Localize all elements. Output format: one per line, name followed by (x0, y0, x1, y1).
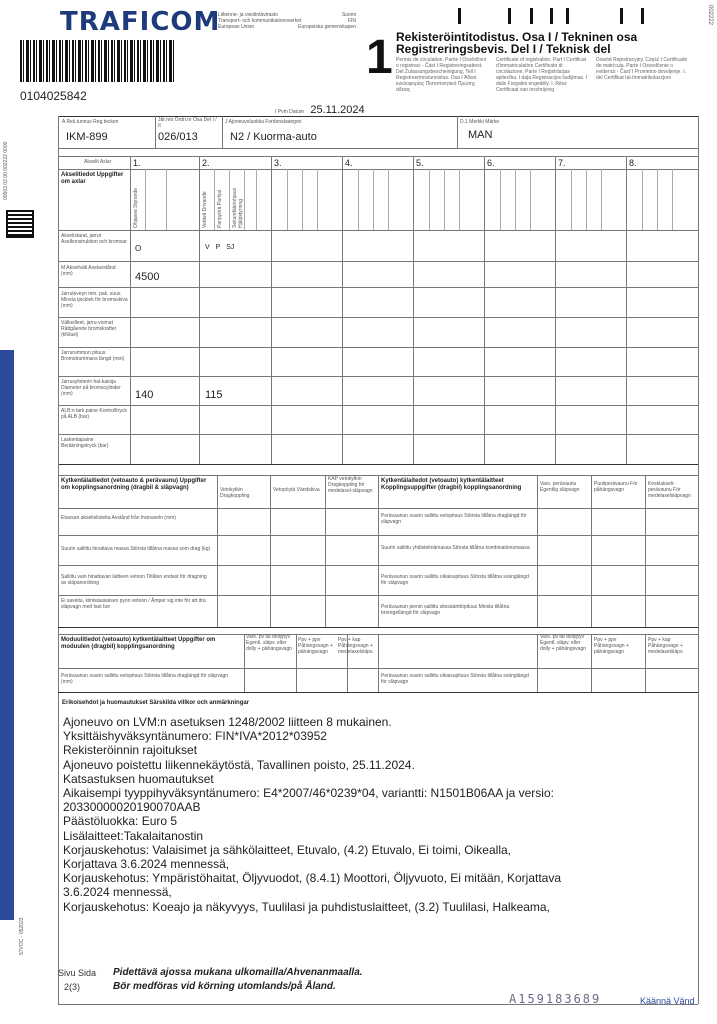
axle-row-value: V P SJ (205, 244, 235, 251)
rule (358, 169, 359, 230)
vehicle-category: N2 / Kuorma-auto (230, 131, 317, 143)
axle-number: 8. (629, 158, 637, 168)
axle-number: 5. (416, 158, 424, 168)
axle-number: 3. (274, 158, 282, 168)
turn-page-label: Käännä Vänd (640, 996, 695, 1006)
rule (58, 464, 698, 465)
coupling-left-row: Etuosan akselielisteita Avstånd från framaxeln (mm) (61, 515, 176, 521)
remark-line: 3.6.2024 mennessä, (63, 885, 172, 900)
rule (166, 169, 167, 230)
rule (459, 169, 460, 230)
rule (530, 169, 531, 230)
rule (626, 156, 627, 464)
rule (222, 116, 223, 148)
part-numeral: 1 (366, 31, 393, 84)
rule (698, 116, 699, 1004)
rule (58, 169, 698, 170)
serial-number: A159183689 (509, 992, 602, 1006)
axle-number: 1. (133, 158, 141, 168)
rule (317, 169, 318, 230)
rule (591, 475, 592, 627)
axle-number: 2. (202, 158, 210, 168)
form-code: 57VOC - 052023 (19, 917, 25, 955)
rule (58, 148, 698, 149)
rule (657, 169, 658, 230)
order-number: 026/013 (158, 131, 198, 143)
rule (270, 475, 271, 627)
coupling-title: Kytkentälaitiedot (vetoauto & perävaunu) Uppgifter om kopplingsanordning (dragbil & släpvagn) (61, 478, 207, 491)
rule (130, 156, 131, 464)
axle-col-label: Paripyörä Parhjul (217, 189, 223, 228)
rule (484, 156, 485, 464)
page-label: Sivu Sida (58, 968, 97, 978)
axle-row-label: Välkeilleet, jarru-voimat Rättgående bromskrafter (kN/axl) (61, 320, 117, 338)
remark-line: Päästöluokka: Euro 5 (63, 814, 178, 829)
rule (58, 1004, 698, 1005)
rule (601, 169, 602, 230)
rule (155, 116, 156, 148)
order-label: Jär.nro Ordn.nr Osa Del I / II (158, 117, 217, 129)
axle-row-label: Laskentapaine Beräkningstryck (bar) (61, 437, 109, 449)
coupling-right-row: Perävaunun pienin sallittu sitesäänttöpituus Minsta tillåtna broregellängd för släpvagn (381, 604, 510, 616)
rule (199, 156, 200, 464)
rule (378, 634, 379, 692)
remark-line: Lisälaitteet:Takalaitanostin (63, 828, 204, 843)
rule (58, 405, 698, 406)
rule (444, 169, 445, 230)
coupling-col: Puoliperävaunu För påhängsvagn (594, 481, 638, 493)
rule (58, 287, 698, 288)
rule (58, 347, 698, 348)
module-right-row: Perävaunun suurin sallittu oikaisupituus Största tillåtna svänglängd för släpvagn (381, 673, 529, 685)
rule (58, 376, 698, 377)
side-code-left: 00503 02 00 002222 0000 (3, 141, 9, 200)
rule (325, 475, 326, 627)
remark-line: Korjauskehotus: Ympäristöhaitat, Öljyvuodot, (8.4.1) Moottori, Öljyvuoto, Ei mitään, Korjattava (63, 871, 562, 886)
coupling-right-row: Perävaunun suurin sallittu vetopituus Största tillåtna draglängd för släpvagn (381, 513, 527, 525)
coupling-left-row: Sallittu vain hinattavan laitteen vetoon Tillåten endast för dragning av släpanordning (61, 574, 207, 586)
rule (555, 156, 556, 464)
tick-mark (458, 8, 461, 24)
tick-mark (550, 8, 553, 24)
remark-line: Korjauskehotus: Koeajo ja näkyvyys, Tuulilasi ja puhdistuslaitteet, (3.2) Tuulilasi, Halkeama, (63, 899, 550, 914)
coupling-right-row: Perävaunun suurin sallittu oikaisupituus Största tillåtna svänglängd för släpvagn (381, 574, 529, 586)
rule (58, 475, 698, 476)
tick-mark (641, 8, 644, 24)
coupling-col: Vetopöytä Vändskiva (273, 487, 320, 493)
vehicle-make: MAN (468, 129, 493, 141)
axle-row-label: Jarruleveyn min. pak. suus Minsta tjocklek för bromsskiva (mm) (61, 291, 128, 309)
title-translations: Permis de circulation. Partie I Osvědčení o registraci - Část I Registreringsattest. Del Zulassungsbescheinigung, Teil I Registreerimistunnistus. Osa I Άδεια κυκλοφορίας Πιστοποιητικό Πρώτης άδειας Certificate of registration. Part I Certificat d'immatriculation Certificato di circolazione. Parte I Reģistrācijas apliecība. I daļa Registracijos liudijimas. I dalis Forgalmi engedély. I. Rész Certificaat van inschrijving Dowód Rejestracyjny. Część I Certificado de matrícula. Parte I Osvedčenie o evidencii - Časť I Prometno dovoljenje. I. del Certifikat tal-Immatrikolazzjoni (396, 57, 688, 93)
brake-cylinder-value-2: 115 (205, 389, 223, 401)
rule (217, 475, 218, 627)
tick-mark (620, 8, 623, 24)
axle-row-label: Jarrusylinterin hal-kaisija Diameter på bromscylinder (mm) (61, 379, 121, 397)
rule (642, 169, 643, 230)
rule (302, 169, 303, 230)
rule (58, 116, 698, 117)
rule (296, 634, 297, 692)
rule (256, 169, 257, 230)
rule (586, 169, 587, 230)
module-title: Moduulitiedot (vetoauto) kytkentälaitteet Uppgifter om moduulen (dragbil) kopplingsanordning (61, 637, 216, 650)
tick-mark (530, 8, 533, 24)
remark-line: 20330000020190070AAB (63, 800, 201, 815)
rule (58, 230, 698, 231)
axle-row-label: ALB:n tark.paine Kontrolltryck på ALB (bar) (61, 408, 127, 420)
axle-row-label: M Akseliväli Axelavstånd (mm) (61, 265, 116, 277)
document-barcode (20, 40, 176, 82)
document-title: Rekisteröintitodistus. Osa I / Tekninen osa Registreringsbevis. Del I / Teknisk del (396, 30, 638, 56)
rule (591, 634, 592, 692)
rule (429, 169, 430, 230)
rule (58, 627, 698, 628)
rule (373, 169, 374, 230)
axle-number: 6. (487, 158, 495, 168)
rule (571, 169, 572, 230)
rule (378, 475, 379, 627)
rule (58, 116, 59, 1004)
remark-line: Korjauskehotus: Valaisimet ja sähkölaitteet, Etuvalo, (4.2) Etuvalo, Ei toimi, Oikealla, (63, 842, 511, 857)
rule (537, 475, 538, 627)
tick-mark (508, 8, 511, 24)
axle-col-label: Sekundääriohjaus Hjälpstyrning (232, 187, 244, 228)
module-col: Ppv + kap Påhängsvagn + medelaxelsläpv. (338, 637, 374, 655)
rule (645, 634, 646, 692)
rule (58, 317, 698, 318)
coupling-left-row: Suurin sallittu hinattava massa Största tillåtna massa som drag (kg) (61, 546, 211, 552)
axle-col-label: Vetävä Drivande (202, 191, 208, 228)
rule (500, 169, 501, 230)
coupling-title-2: Kytkentälaitedot (vetoauto) kytkentälaitteet Kopplingsuppgifter (dragbil) kopplingsanordning (381, 478, 522, 491)
rule (515, 169, 516, 230)
rule (229, 169, 230, 230)
rule (214, 169, 215, 230)
rule (244, 169, 245, 230)
axle-row-value: O (135, 244, 142, 253)
rule (672, 169, 673, 230)
axle-row-label: Jarrurummun pituus Bromstrummans längd (mm) (61, 350, 125, 362)
tick-mark (566, 8, 569, 24)
agency-country: Suomi FIN Europeiska gemenskapen (298, 12, 356, 30)
coupling-right-row: Suurin sallittu yhdistelmämassa Största tillåtna kombinationsmassa (381, 545, 530, 551)
qr-code (6, 210, 34, 238)
remark-line: Yksittäishyväksyntänumero: FIN*IVA*2012*03952 (63, 729, 327, 744)
module-col: Ppv + ppv Påhängsvagn + pähängsvagn (298, 637, 333, 655)
page-number: 2(3) (64, 982, 81, 992)
remark-line: Aikaisempi tyyppihyväksyntänumero: E4*2007/46*0239*04, variantti: N1501B06AA ja versio: (63, 786, 554, 801)
rule (342, 156, 343, 464)
remark-line: Korjattava 3.6.2024 mennessä, (63, 857, 230, 872)
security-strip (0, 350, 14, 920)
category-label: J Ajoneuvoluokka Fordonskategori (225, 119, 302, 125)
coupling-col: KAP vetokytkin Dragkoppling för medelaxel-släpvagn (328, 476, 373, 494)
carry-notice-sv: Bör medföras vid körning utomlands/på Åland. (113, 981, 336, 992)
rule (413, 156, 414, 464)
rule (271, 156, 272, 464)
axle-section-title: Akselitiedot Uppgifter om axlar (61, 172, 124, 185)
coupling-col: Vetokytkin Dragkoppling (220, 487, 250, 499)
module-col: Vars. pv tai dollypyv Egentl. släpv. eller dolly + pähängsvagn (246, 634, 293, 652)
remarks-text (63, 715, 561, 914)
module-col: Ppv + kap Påhängsvagn + medelaxelsläpv. (648, 637, 684, 655)
remark-line: Ajoneuvo poistettu liikennekäytöstä, Tavallinen poisto, 25.11.2024. (63, 757, 415, 772)
rule (145, 169, 146, 230)
make-label: D.1 Merkki Märke (460, 119, 500, 125)
rule (58, 692, 698, 693)
rule (58, 156, 698, 157)
rule (537, 634, 538, 692)
axles-label: Akselit Axlar (84, 159, 112, 165)
axle-row-label: Akselistarat, jarrut Axelkonstruktion och bromsar (61, 233, 127, 245)
rule (244, 634, 245, 692)
document-number: 0104025842 (20, 89, 87, 103)
rule (457, 116, 458, 148)
agency-name: Liikenne- ja viestintävirasto Transport- och kommunikationsverket European Union (218, 12, 302, 30)
rule (58, 434, 698, 435)
brake-cylinder-value-1: 140 (135, 389, 154, 401)
rule (58, 261, 698, 262)
coupling-col: Vars. perävaunu Egentlig släpvagn (540, 481, 580, 493)
wheelbase-value: 4500 (135, 271, 160, 283)
rule (645, 475, 646, 627)
axle-number: 7. (558, 158, 566, 168)
coupling-left-row: Ei saveita, kiinteäasiaisen pyon vetoon / Ämper sig inte för att dra släpvagn med fast bor (61, 598, 206, 610)
axle-col-label: Ohjaava Styrande (133, 187, 139, 228)
module-col: Ppv + ppv Påhängsvagn + pähängsvagn (594, 637, 629, 655)
rule (287, 169, 288, 230)
registration-number: IKM-899 (66, 131, 108, 143)
remark-line: Ajoneuvo on LVM:n asetuksen 1248/2002 liitteen 8 mukainen. (63, 715, 392, 729)
module-col: Vars. pv tai dollypyv Egentl. släpv. eller dolly + pähängsvagn (540, 634, 587, 652)
carry-notice-fi: Pidettävä ajossa mukana ulkomailla/Ahvenanmaalla. (113, 967, 363, 978)
rule (388, 169, 389, 230)
remark-line: Rekisteröinnin rajoitukset (63, 743, 198, 758)
issue-date-row: I Pvm Datum 25.11.2024 (275, 104, 365, 116)
axle-number: 4. (345, 158, 353, 168)
side-code-right: 002222 (707, 5, 713, 26)
coupling-col: Keskiakseli-perävaunu För medelaxelsläpvagn (648, 481, 691, 499)
reg-label: A Rek.tunnus Reg.tecken (62, 119, 119, 125)
remark-line: Katsastuksen huomautukset (63, 771, 214, 786)
traficom-logo: TRAFICOM (60, 7, 221, 37)
remarks-title: Erikoisehdot ja huomautukset Särskilda villkor och anmärkningar (62, 700, 250, 706)
module-left-row: Perävaunun suurin sallittu vetopituus Största tillåtna draglängd för släpvagn (mm) (61, 673, 229, 685)
